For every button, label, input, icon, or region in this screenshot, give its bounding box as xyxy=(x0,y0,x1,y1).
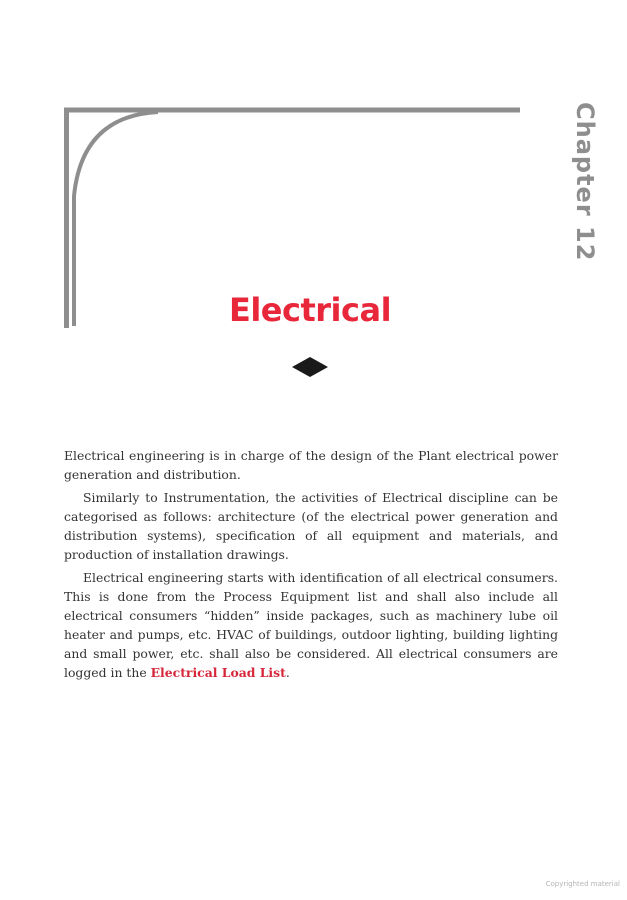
electrical-load-list-term: Electrical Load List xyxy=(150,665,286,680)
chapter-title: Electrical xyxy=(228,291,392,329)
diamond-ornament-icon xyxy=(292,357,328,377)
paragraph-consumers-end: . xyxy=(285,665,290,680)
paragraph-activities: Similarly to Instrumentation, the activities of Electrical discipline can be categorised as follows: architecture (of the electrical power generation and distribution systems), specification of all equipment and materials, and production of installation drawings. xyxy=(64,490,558,562)
paragraph-consumers xyxy=(64,568,558,682)
chapter-body xyxy=(64,446,558,686)
chapter-number: Chapter 12 xyxy=(571,102,599,262)
paragraph-consumers-text: Electrical engineering starts with identification of all electrical consumers. This is done from the Process Equipment list and shall also include all electrical consumers “hidden” inside packages, such as machinery lube oil heater and pumps, etc. HVAC of buildings, outdoor lighting, building lighting and small power, etc. shall also be considered. All electrical consumers are logged in the xyxy=(64,570,558,680)
paragraph-intro: Electrical engineering is in charge of the design of the Plant electrical power generation and distribution. xyxy=(64,448,558,482)
copyright-notice: Copyrighted material xyxy=(545,880,620,888)
